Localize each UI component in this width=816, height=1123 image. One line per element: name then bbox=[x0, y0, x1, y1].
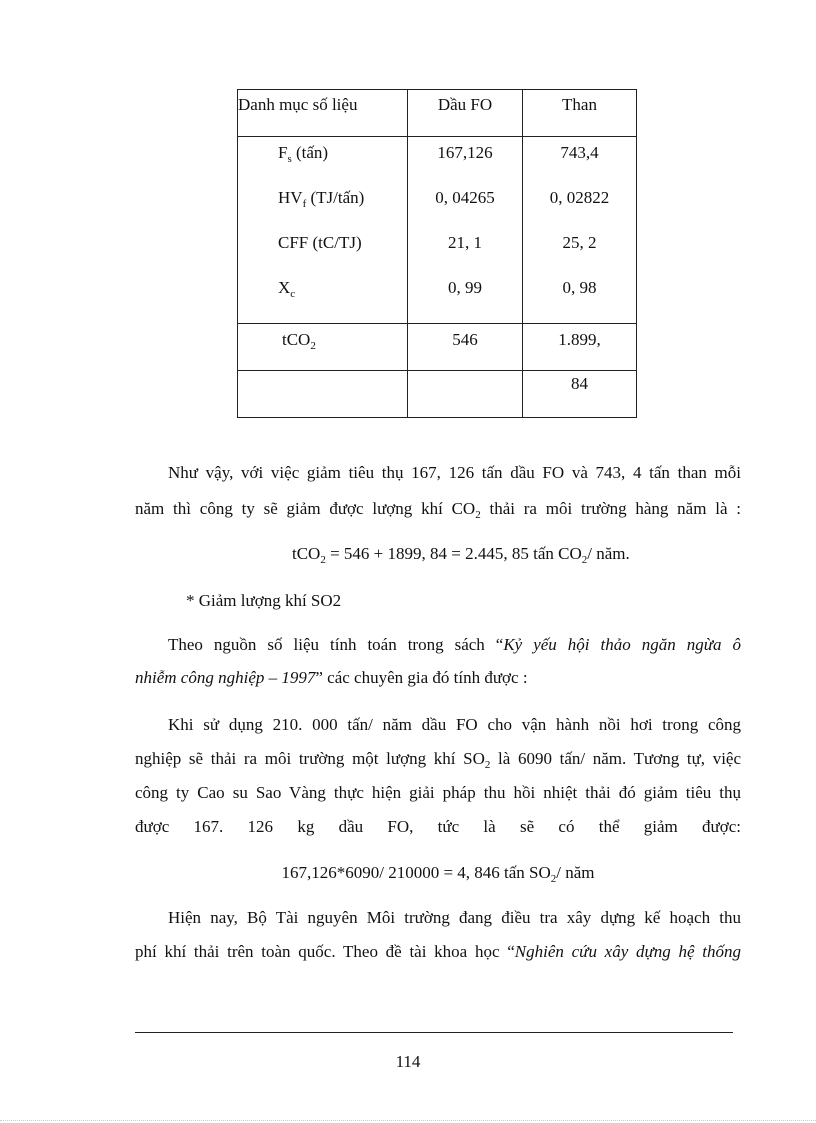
bullet-heading: * Giảm lượng khí SO2 bbox=[186, 591, 342, 610]
table-total-row bbox=[238, 324, 637, 371]
row-label-hvf bbox=[238, 188, 407, 233]
page-number: 114 bbox=[395, 1052, 421, 1071]
label-rest: (TJ/tấn) bbox=[306, 188, 365, 207]
label-rest: (tấn) bbox=[291, 143, 329, 162]
row-label-cff bbox=[238, 233, 407, 278]
paragraph-3-line-4: được 167. 126 kg dầu FO, tức là sẽ có thể giảm được: bbox=[135, 817, 741, 836]
eq2-b: / năm bbox=[556, 863, 595, 882]
p1-text-b: thải ra môi trường hàng năm là : bbox=[480, 499, 741, 518]
cell-than-fs: 743,4 bbox=[560, 143, 599, 162]
p2-italic-title-2: nhiễm công nghiệp – 1997 bbox=[135, 668, 316, 687]
label-main: CFF (tC/TJ) bbox=[278, 233, 362, 252]
fo-column bbox=[408, 137, 523, 324]
cell-than-hvf: 0, 02822 bbox=[549, 188, 610, 207]
label-column bbox=[238, 137, 408, 324]
total-label-sub: 2 bbox=[310, 340, 316, 352]
total-than-cell bbox=[523, 324, 637, 371]
p1-text-a: năm thì công ty sẽ giảm được lượng khí CO bbox=[135, 499, 476, 518]
p3-text-b: là 6090 tấn/ năm. Tương tự, việc bbox=[490, 749, 742, 768]
paragraph-4-line-1: Hiện nay, Bộ Tài nguyên Môi trường đang điều tra xây dựng kế hoạch thu bbox=[168, 908, 741, 927]
cell-fo-fs: 167,126 bbox=[437, 143, 493, 162]
header-fo-text: Dầu FO bbox=[437, 95, 493, 114]
p4-italic-title: Nghiên cứu xây dựng hệ thống bbox=[514, 942, 741, 961]
equation-so2 bbox=[135, 862, 741, 884]
total-fo: 546 bbox=[452, 330, 478, 349]
cell-fo-xc: 0, 99 bbox=[448, 278, 482, 297]
paragraph-4-line-2 bbox=[135, 941, 741, 963]
header-category-text: Danh mục số liệu bbox=[238, 95, 358, 114]
extra-empty-cell-2 bbox=[408, 371, 523, 418]
cell-fo-cff: 21, 1 bbox=[448, 233, 482, 252]
eq1-b: = 546 + 1899, 84 = 2.445, 85 tấn CO bbox=[325, 544, 582, 563]
header-than-text: Than bbox=[562, 95, 597, 114]
data-table bbox=[237, 89, 637, 418]
extra-than-cell bbox=[523, 371, 637, 418]
than-column bbox=[523, 137, 637, 324]
table-header-row bbox=[238, 90, 637, 137]
eq1-a: tCO bbox=[292, 544, 321, 563]
paragraph-1-line-2 bbox=[135, 498, 741, 520]
label-sub: c bbox=[290, 288, 296, 300]
total-than: 1.899, bbox=[558, 330, 601, 349]
p2-text-a: Theo nguồn số liệu tính toán trong sách “ bbox=[168, 635, 504, 654]
eq2-a: 167,126*6090/ 210000 = 4, 846 tấn SO bbox=[281, 863, 551, 882]
cell-than-cff: 25, 2 bbox=[562, 233, 597, 252]
table-row bbox=[238, 137, 637, 324]
label-main: F bbox=[278, 143, 288, 162]
eq1-sub1: 2 bbox=[320, 554, 326, 566]
label-main: HV bbox=[278, 188, 303, 207]
total-fo-cell bbox=[408, 324, 523, 371]
p2-text-b: ” các chuyên gia đó tính được : bbox=[315, 668, 528, 687]
extra-than: 84 bbox=[571, 374, 588, 393]
eq1-sub2: 2 bbox=[581, 554, 588, 566]
row-label-xc bbox=[238, 278, 407, 323]
label-sub: f bbox=[302, 198, 307, 210]
page-edge bbox=[0, 1120, 816, 1121]
footer-rule bbox=[135, 1032, 733, 1033]
row-label-fs bbox=[238, 143, 407, 188]
table-extra-row bbox=[238, 371, 637, 418]
paragraph-1-line-1: Như vậy, với việc giảm tiêu thụ 167, 126 tấn dầu FO và 743, 4 tấn than mỗi bbox=[168, 463, 741, 482]
p3-sub: 2 bbox=[484, 759, 491, 771]
paragraph-2-line-2 bbox=[135, 667, 741, 689]
total-label bbox=[238, 324, 407, 350]
label-main: X bbox=[278, 278, 291, 297]
header-fo bbox=[408, 90, 523, 137]
header-category bbox=[238, 90, 408, 137]
paragraph-3-line-3: công ty Cao su Sao Vàng thực hiện giải pháp thu hồi nhiệt thải đó giảm tiêu thụ bbox=[135, 783, 741, 802]
total-label-cell bbox=[238, 324, 408, 371]
p4-text-a: phí khí thải trên toàn quốc. Theo đề tài khoa học “ bbox=[135, 942, 515, 961]
paragraph-2-line-1 bbox=[168, 634, 741, 656]
p2-italic-title: Kỷ yếu hội thảo ngăn ngừa ô bbox=[503, 635, 741, 654]
p1-sub: 2 bbox=[475, 509, 481, 521]
equation-tco2 bbox=[292, 543, 712, 565]
label-sub: s bbox=[287, 153, 292, 165]
header-than bbox=[523, 90, 637, 137]
paragraph-3-line-2 bbox=[135, 748, 741, 770]
total-label-main: tCO bbox=[282, 330, 311, 349]
eq2-sub: 2 bbox=[550, 873, 557, 885]
paragraph-3-line-1: Khi sử dụng 210. 000 tấn/ năm dầu FO cho vận hành nồi hơi trong công bbox=[168, 715, 741, 734]
cell-than-xc: 0, 98 bbox=[562, 278, 597, 297]
p3-text-a: nghiệp sẽ thải ra môi trường một lượng khí SO bbox=[135, 749, 485, 768]
extra-empty-cell-1 bbox=[238, 371, 408, 418]
eq1-c: / năm. bbox=[587, 544, 630, 563]
cell-fo-hvf: 0, 04265 bbox=[435, 188, 495, 207]
